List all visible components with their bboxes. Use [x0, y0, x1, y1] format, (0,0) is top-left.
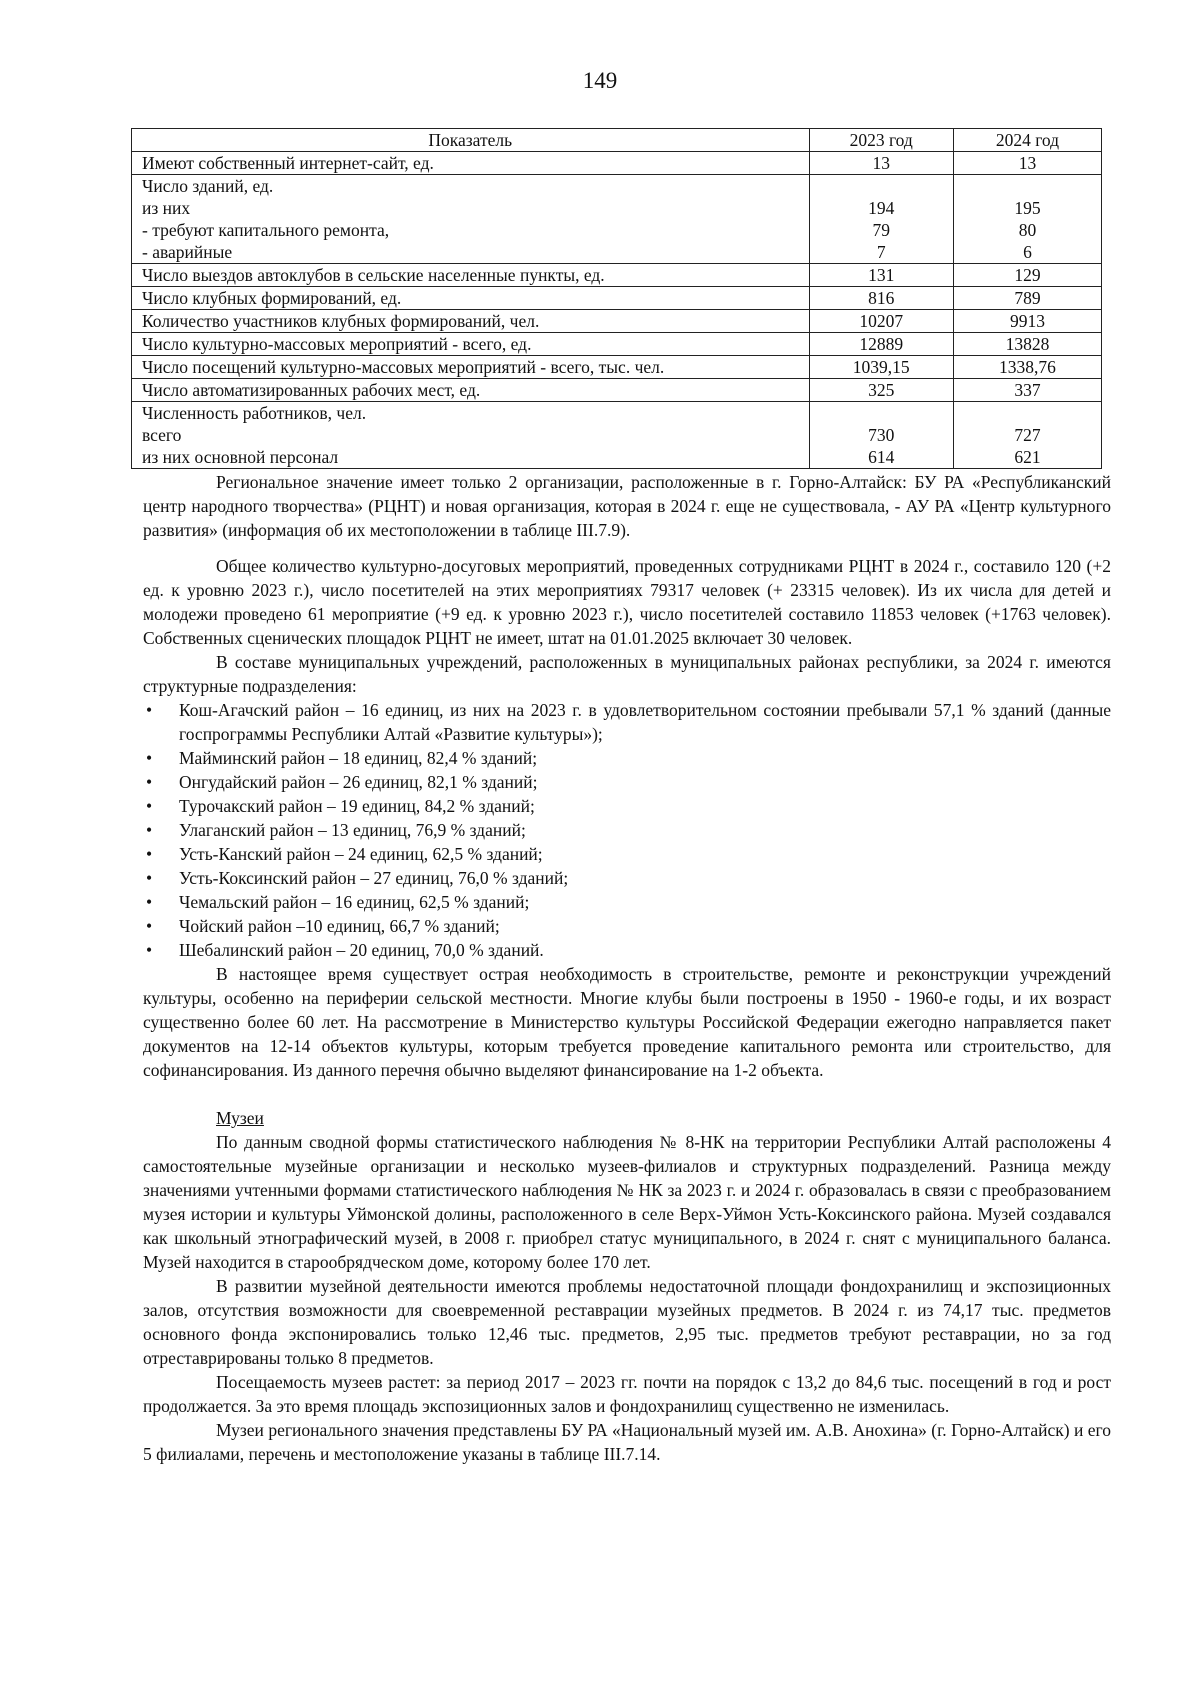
list-item: [143, 938, 1111, 962]
cell-line: Число культурно-массовых мероприятий - всего, ед.: [142, 334, 532, 354]
cell-line: 9913: [1009, 311, 1045, 331]
paragraph-rcnt: Общее количество культурно-досуговых мероприятий, проведенных сотрудниками РЦНТ в 2024 г., составило 120 (+2 ед. к уровню 2023 г.), число посетителей на этих мероприятиях 79317 человек (+ 23315 человек). Из их числа для детей и молодежи проведено 61 мероприятие (+9 ед. к уровню 2023 г.), число посетителей составило 11853 человек (+1763 человек). Собственных сценических площадок РЦНТ не имеет, штат на 01.01.2025 включает 30 человек.: [143, 556, 1111, 648]
bullet-icon: •: [146, 844, 153, 864]
cell-line: [964, 175, 1091, 197]
paragraph-attendance: Посещаемость музеев растет: за период 2017 – 2023 гг. почти на порядок с 13,2 до 84,6 тыс. посещений в год и рост продолжается. За это время площадь экспозиционных залов и фондохранилищ существенно не изменилась.: [143, 1372, 1111, 1416]
bullet-icon: •: [146, 772, 153, 792]
cell-line: 80: [1018, 220, 1037, 240]
list-item: [143, 746, 1111, 770]
cell-line: Число автоматизированных рабочих мест, ед.: [142, 380, 481, 400]
bullet-icon: •: [146, 892, 153, 912]
cell-line: Число выездов автоклубов в сельские населенные пункты, ед.: [142, 265, 605, 285]
value-2024-cell: [953, 264, 1101, 287]
cell-line: 1338,76: [999, 357, 1056, 377]
paragraph-regional: Региональное значение имеет только 2 организации, расположенные в г. Горно-Алтайск: БУ РА «Республиканский центр народного творчества» (РЦНТ) и новая организация, которая в 2024 г. еще не существовала, - АУ РА «Центр культурного развития» (информация об их местоположении в таблице III.7.9).: [143, 472, 1111, 540]
value-2024-cell: [953, 175, 1101, 264]
cell-line: 1039,15: [852, 357, 910, 377]
cell-line: 6: [1023, 242, 1032, 262]
cell-line: Количество участников клубных формирований, чел.: [142, 311, 540, 331]
paragraph-construction: В настоящее время существует острая необходимость в строительстве, ремонте и реконструкции учреждений культуры, особенно на периферии сельской местности. Многие клубы были построены в 1950 - 1960-е годы, и их возраст существенно более 60 лет. На рассмотрение в Министерство культуры Российской Федерации ежегодно направляется пакет документов на 12-14 объектов культуры, которым требуется проведение капитального ремонта или строительство, для софинансирования. Из данного перечня обычно выделяют финансирование на 1-2 объекта.: [143, 964, 1111, 1080]
cell-line: всего: [142, 425, 182, 445]
header-indicator: Показатель: [132, 129, 810, 152]
cell-line: 131: [868, 265, 895, 285]
cell-line: 194: [868, 198, 895, 218]
value-2024-cell: [953, 356, 1101, 379]
list-item-text: Чойский район –10 единиц, 66,7 % зданий;: [179, 916, 500, 936]
cell-line: 337: [1014, 380, 1041, 400]
header-2024: 2024 год: [953, 129, 1101, 152]
list-item: [143, 914, 1111, 938]
indicator-cell: [132, 333, 810, 356]
cell-line: 12889: [859, 334, 904, 354]
bullet-icon: •: [146, 940, 153, 960]
table-row: [132, 402, 1102, 469]
value-2024-cell: [953, 379, 1101, 402]
page-number: 149: [582, 68, 618, 93]
cell-line: Число посещений культурно-массовых мероприятий - всего, тыс. чел.: [142, 357, 665, 377]
list-item-text: Усть-Канский район – 24 единиц, 62,5 % зданий;: [179, 844, 543, 864]
cell-line: 727: [1014, 425, 1041, 445]
list-item: [143, 842, 1111, 866]
indicator-cell: [132, 287, 810, 310]
indicator-cell: [132, 152, 810, 175]
table-row: [132, 152, 1102, 175]
cell-line: из них основной персонал: [142, 447, 339, 467]
list-item-text: Турочакский район – 19 единиц, 84,2 % зданий;: [179, 796, 535, 816]
indicator-cell: [132, 402, 810, 469]
cell-line: 13: [1018, 153, 1037, 173]
indicator-cell: [132, 379, 810, 402]
cell-line: [964, 402, 1091, 424]
cell-line: Число зданий, ед.: [142, 176, 274, 196]
paragraph-regional-museums: Музеи регионального значения представлены БУ РА «Национальный музей им. А.В. Анохина» (г. Горно-Алтайск) и его 5 филиалами, перечень и местоположение указаны в таблице III.7.14.: [143, 1420, 1111, 1464]
value-2023-cell: [809, 152, 953, 175]
cell-line: - требуют капитального ремонта,: [142, 220, 390, 240]
bullet-icon: •: [146, 820, 153, 840]
statistics-table: [131, 128, 1102, 469]
cell-line: Число клубных формирований, ед.: [142, 288, 402, 308]
paragraph-municipal: В составе муниципальных учреждений, расположенных в муниципальных районах республики, за 2024 г. имеются структурные подразделения:: [143, 652, 1111, 696]
indicator-cell: [132, 310, 810, 333]
bullet-icon: •: [146, 796, 153, 816]
cell-line: [820, 175, 943, 197]
value-2024-cell: [953, 310, 1101, 333]
cell-line: 614: [868, 447, 895, 467]
bullet-icon: •: [146, 748, 153, 768]
table-row: [132, 379, 1102, 402]
cell-line: - аварийные: [142, 242, 233, 262]
table-row: [132, 175, 1102, 264]
value-2024-cell: [953, 333, 1101, 356]
value-2023-cell: [809, 310, 953, 333]
list-item-text: Улаганский район – 13 единиц, 76,9 % зданий;: [179, 820, 526, 840]
table-row: [132, 333, 1102, 356]
cell-line: 195: [1014, 198, 1041, 218]
list-item-text: Усть-Коксинский район – 27 единиц, 76,0 % зданий;: [179, 868, 569, 888]
cell-line: Численность работников, чел.: [142, 403, 367, 423]
cell-line: 816: [868, 288, 895, 308]
table-body: [132, 152, 1102, 469]
list-item: [143, 794, 1111, 818]
bullet-icon: •: [146, 700, 153, 720]
value-2023-cell: [809, 333, 953, 356]
table-row: [132, 310, 1102, 333]
bullet-icon: •: [146, 916, 153, 936]
value-2023-cell: [809, 287, 953, 310]
cell-line: 325: [868, 380, 895, 400]
value-2023-cell: [809, 402, 953, 469]
list-item: [143, 866, 1111, 890]
cell-line: 129: [1014, 265, 1041, 285]
body-text: [143, 470, 1111, 1466]
district-list: [143, 698, 1111, 962]
cell-line: из них: [142, 198, 191, 218]
value-2023-cell: [809, 356, 953, 379]
bullet-icon: •: [146, 868, 153, 888]
paragraph-museums-stats: По данным сводной формы статистического наблюдения № 8-НК на территории Республики Алтай расположены 4 самостоятельные музейные организации и несколько музеев-филиалов и структурных подразделений. Разница между значениями учтенными формами статистического наблюдения № НК за 2023 г. и 2024 г. образовалась в связи с преобразованием музея истории и культуры Уймонской долины, расположенного в селе Верх-Уймон Усть-Коксинского района. Музей создавался как школьный этнографический музей, в 2008 г. приобрел статус муниципального, в 2024 г. снят с муниципального баланса. Музей находится в старообрядческом доме, которому более 170 лет.: [143, 1132, 1111, 1272]
paragraph-museum-problems: В развитии музейной деятельности имеются проблемы недостаточной площади фондохранилищ и экспозиционных залов, отсутствия возможности для своевременной реставрации музейных предметов. В 2024 г. из 74,17 тыс. предметов основного фонда экспонировались только 12,46 тыс. предметов, 2,95 тыс. предметов требуют реставрации, но за год отреставрированы только 8 предметов.: [143, 1276, 1111, 1368]
value-2024-cell: [953, 287, 1101, 310]
cell-line: Имеют собственный интернет-сайт, ед.: [142, 153, 434, 173]
value-2023-cell: [809, 379, 953, 402]
cell-line: 10207: [859, 311, 904, 331]
cell-line: 79: [872, 220, 890, 240]
list-item: [143, 818, 1111, 842]
value-2024-cell: [953, 402, 1101, 469]
list-item: [143, 890, 1111, 914]
header-2023: 2023 год: [809, 129, 953, 152]
value-2023-cell: [809, 175, 953, 264]
value-2024-cell: [953, 152, 1101, 175]
cell-line: 13: [872, 153, 890, 173]
cell-line: 621: [1014, 447, 1041, 467]
table-row: [132, 287, 1102, 310]
list-item-text: Кош-Агачский район – 16 единиц, из них на 2023 г. в удовлетворительном состоянии пребывали 57,1 % зданий (данные госпрограммы Республики Алтай «Развитие культуры»);: [179, 700, 1111, 744]
table-header-row: [132, 129, 1102, 152]
table-row: [132, 356, 1102, 379]
list-item: [143, 770, 1111, 794]
cell-line: 789: [1014, 288, 1041, 308]
indicator-cell: [132, 356, 810, 379]
list-item: [143, 698, 1111, 746]
cell-line: 7: [876, 242, 886, 262]
value-2023-cell: [809, 264, 953, 287]
table-row: [132, 264, 1102, 287]
museums-heading: Музеи: [216, 1108, 264, 1128]
cell-line: 730: [868, 425, 895, 445]
list-item-text: Чемальский район – 16 единиц, 62,5 % зданий;: [179, 892, 530, 912]
list-item-text: Майминский район – 18 единиц, 82,4 % зданий;: [179, 748, 538, 768]
indicator-cell: [132, 175, 810, 264]
list-item-text: Шебалинский район – 20 единиц, 70,0 % зданий.: [179, 940, 544, 960]
indicator-cell: [132, 264, 810, 287]
cell-line: [820, 402, 943, 424]
cell-line: 13828: [1005, 334, 1050, 354]
list-item-text: Онгудайский район – 26 единиц, 82,1 % зданий;: [179, 772, 538, 792]
